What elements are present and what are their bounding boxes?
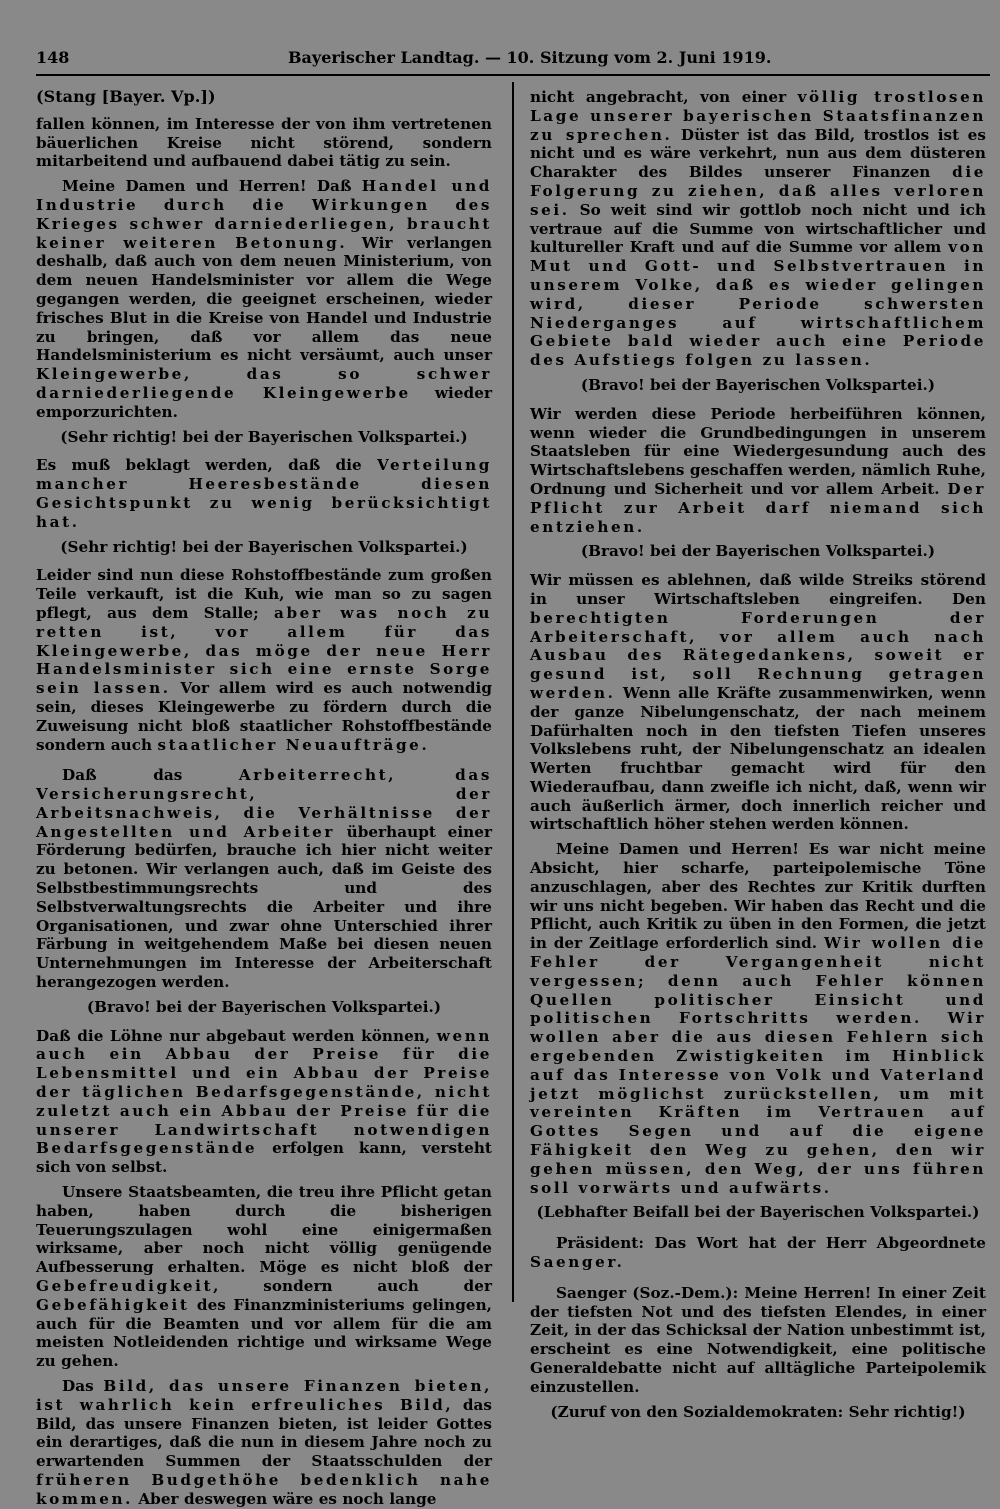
paragraph [530, 571, 986, 834]
text-run: Das [62, 1377, 104, 1395]
speaker-name: Saenger [556, 1283, 627, 1302]
spaced-text: von Mut und Gott- und Selbstvertrauen in unserem Volke, daß es wieder gelingen wird, dieser Periode schwersten Niederganges auf wirtschaftlichem Gebiete bald wieder auch eine Periode des Aufstiegs folgen zu lassen. [530, 238, 986, 370]
header-rule [36, 74, 990, 76]
text-run: , das Bild, das unsere Finanzen bieten, ist leider Gottes ein derartiges, daß die nun in diesem Jahre noch zu erwartenden Summen der Staatsschulden der [36, 1395, 492, 1471]
interjection: (Zuruf von den Sozialdemokraten: Sehr richtig!) [550, 1402, 966, 1421]
paragraph [530, 1284, 986, 1397]
text-run: Aber deswegen wäre es noch lange [133, 1489, 437, 1508]
interjection: (Bravo! bei der Bayerischen Volkspartei.) [580, 542, 936, 561]
text-run: Unsere Staatsbeamten, die treu ihre Pflicht getan haben, haben durch die bisherigen Teuerungszulagen wohl eine einigermaßen wirksame, aber noch nicht völlig genügende Aufbesserung erhalten. Möge es nicht bloß der [36, 1183, 492, 1277]
page-number: 148 [36, 48, 70, 67]
text-run: Wenn alle Kräfte zusammenwirken, wenn der ganze Nibelungenschatz, der nach meinem Dafürhalten noch in den tiefsten Tiefen unseres Volkslebens ruht, der Nibelungenschatz an idealen Werten fruchtbar gemacht wird für den Wiederaufbau, dann zweifle ich nicht, daß, wenn wir auch äußerlich ärmer, doch innerlich reicher und wirtschaftlich höher stehen werden können. [530, 683, 986, 834]
page-header [36, 48, 772, 72]
text-run: Wir müssen es ablehnen, daß wilde Streiks störend in unser Wirtschaftsleben eingreifen. Den [530, 571, 986, 608]
paragraph [36, 177, 492, 421]
spaced-text: früheren Budgethöhe bedenklich nahe kommen. [36, 1470, 492, 1508]
text-run: nicht angebracht, von einer [530, 88, 798, 106]
text-run: Das Wort hat der Herr Abgeordnete [644, 1234, 986, 1253]
spaced-text: Handel und Industrie durch die Wirkungen des Krieges schwer darniederliegen, braucht keiner weiteren Betonung. [36, 177, 492, 252]
text-run: , sondern auch der [213, 1277, 492, 1296]
text-run: Daß das [62, 766, 239, 785]
spaced-text: Kleingewerbe, das so schwer darniederliegende Kleingewerbe [36, 365, 492, 402]
right-column [530, 88, 986, 1421]
spaced-text: Arbeiterrecht, das Versicherungsrecht, der Arbeitsnachweis, die Verhältnisse der Angestellten und Arbeiter [36, 766, 492, 841]
text-run: Meine Damen und Herren! Daß [62, 177, 362, 196]
paragraph [530, 88, 986, 370]
paragraph [530, 1234, 986, 1272]
text-run: Leider sind nun diese Rohstoffbestände zum großen Teile verkauft, ist die Kuh, wie man so zu sagen pflegt, aus dem Stalle; [36, 566, 492, 622]
paragraph [530, 840, 986, 1197]
text-run: Meine Damen und Herren! Es war nicht meine Absicht, hier scharfe, parteipolemische Töne anzuschlagen, aber des Rechtes zur Kritik durften wir uns nicht begeben. Wir haben das Recht und die Pflicht, auch Kritik zu üben in den Formen, die jetzt in der Zeitlage erforderlich sind. [530, 840, 986, 953]
running-title: Bayerischer Landtag. — 10. Sitzung vom 2. Juni 1919. [288, 48, 772, 67]
paragraph [36, 1377, 492, 1509]
text-run: Vor allem wird es auch notwendig sein, dieses Kleingewerbe zu fördern durch die Zuweisung nicht bloß staatlicher Rohstoffbestände sondern auch [36, 679, 492, 754]
spaced-text: Wir wollen die Fehler der Vergangenheit nicht vergessen; denn auch Fehler können Quellen politischer Einsicht und politischen Fortschritts werden. Wir wollen aber die aus diesen Fehlern sich ergebenden Zwistigkeiten im Hinblick auf das Interesse von Volk und Vaterland jetzt möglichst zurückstellen, um mit vereinten Kräften im Vertrauen auf Gottes Segen und auf die eigene Fähigkeit den Weg zu gehen, den wir gehen müssen, den Weg, der uns führen soll vorwärts und aufwärts. [530, 934, 986, 1197]
spaced-text: Bild, das unsere Finanzen bieten, ist wahrlich kein erfreuliches Bild [36, 1377, 492, 1414]
paragraph [36, 456, 492, 531]
paragraph [36, 115, 492, 171]
spaced-text: berechtigten Forderungen der Arbeiterschaft, vor allem auch nach Ausbau des Rätegedankens, soweit er gesund ist, soll Rechnung getragen werden. [530, 608, 986, 702]
interjection: (Sehr richtig! bei der Bayerischen Volkspartei.) [60, 427, 468, 446]
paragraph [36, 1027, 492, 1177]
paragraph [36, 566, 492, 754]
text-run: erfolgen kann, versteht sich von selbst. [36, 1139, 492, 1177]
text-run: Wir verlangen deshalb, daß auch von dem neuen Ministerium, von dem neuen Handelsminister vor allem die Wege gegangen werden, die geeignet erscheinen, wieder frisches Blut in die Kreise von Handel und Industrie zu bringen, daß vor allem das neue Handelsministerium es nicht versäumt, auch unser [36, 233, 492, 365]
spaced-text: aber was noch zu retten ist, vor allem für das Kleingewerbe, das möge der neue Herr Handelsminister sich eine ernste Sorge sein lassen. [36, 603, 492, 698]
spaced-text: Gebefähigkeit [36, 1295, 190, 1314]
spaced-text: die Folgerung zu ziehen, daß alles verloren sei. [530, 163, 986, 219]
paragraph [36, 766, 492, 992]
interjection: (Sehr richtig! bei der Bayerischen Volkspartei.) [60, 537, 468, 556]
text-run: So weit sind wir gottlob noch nicht und ich vertraue auf die Summe von wirtschaftlicher und kultureller Kraft und auf die Summe vor allem [530, 200, 986, 257]
text-run: wieder emporzurichten. [36, 383, 492, 421]
spaced-text: wenn auch ein Abbau der Preise für die Lebensmittel und ein Abbau der Preise der täglichen Bedarfsgegenstände, nicht zuletzt auch ein Abbau der Preise für die unserer Landwirtschaft notwendigen Bedarfsgegenstände [36, 1026, 492, 1158]
interjection: (Lebhafter Beifall bei der Bayerischen Volkspartei.) [536, 1203, 980, 1222]
interjection: (Bravo! bei der Bayerischen Volkspartei.) [86, 997, 442, 1016]
text-run: Daß die Löhne nur abgebaut werden können, [36, 1026, 437, 1045]
column-divider [512, 82, 514, 1302]
speaker-continuation: (Stang [Bayer. Vp.]) [36, 87, 216, 106]
spaced-text: Verteilung mancher Heeresbestände diesen Gesichtspunkt zu wenig berücksichtigt hat. [36, 456, 492, 531]
spaced-text: völlig trostlosen Lage unserer bayerischen Staatsfinanzen zu sprechen. [530, 88, 986, 144]
spaced-text: staatlicher Neuaufträge. [157, 735, 430, 754]
text-run: Düster ist das Bild, trostlos ist es nicht und es wäre verkehrt, nun aus dem düsteren Charakter des Bildes unserer Finanzen [530, 125, 986, 182]
spaced-text: Saenger. [530, 1253, 625, 1272]
spaced-text: Der Pflicht zur Arbeit darf niemand sich entziehen. [530, 479, 986, 536]
text-run: Wir werden diese Periode herbeiführen können, wenn wieder die Grundbedingungen in unserem Staatsleben für eine Wiedergesundung auch des Wirtschaftslebens geschaffen werden, nämlich Ruhe, Ordnung und Sicherheit und vor allem Arbeit. [530, 404, 986, 498]
paragraph [36, 1183, 492, 1371]
interjection: (Bravo! bei der Bayerischen Volkspartei.) [580, 375, 936, 394]
left-column [36, 87, 493, 1508]
text-run: überhaupt einer Förderung bedürfen, brauche ich hier nicht weiter zu betonen. Wir verlangen auch, daß im Geiste des Selbstbestimmungsrechts und des Selbstverwaltungsrechts die Arbeiter und ihre Organisationen, und zwar ohne Unterschied ihrer Färbung in weitgehendem Maße bei diesen neuen Unternehmungen im Interesse der Arbeiterschaft herangezogen werden. [36, 822, 493, 992]
text-run: fallen können, im Interesse der von ihm vertretenen bäuerlichen Kreise nicht störend, sondern mitarbeitend und aufbauend dabei tätig zu sein. [36, 114, 492, 171]
text-run: Es muß beklagt werden, daß die [36, 456, 378, 475]
paragraph [530, 405, 986, 537]
speaker-name: Präsident: [556, 1234, 645, 1253]
text-run: des Finanzministeriums gelingen, auch für die Beamten und vor allem für die am meisten Notleidenden richtige und wirksame Wege zu gehen. [36, 1295, 492, 1371]
text-run: (Soz.-Dem.): Meine Herren! In einer Zeit der tiefsten Not und des tiefsten Elendes, in einer Zeit, in der das Schicksal der Nation unbestimmt ist, erscheint es eine Notwendigkeit, eine politische Generaldebatte nicht auf alltägliche Parteipolemik einzustellen. [530, 1283, 986, 1396]
spaced-text: Gebefreudigkeit [36, 1277, 214, 1296]
